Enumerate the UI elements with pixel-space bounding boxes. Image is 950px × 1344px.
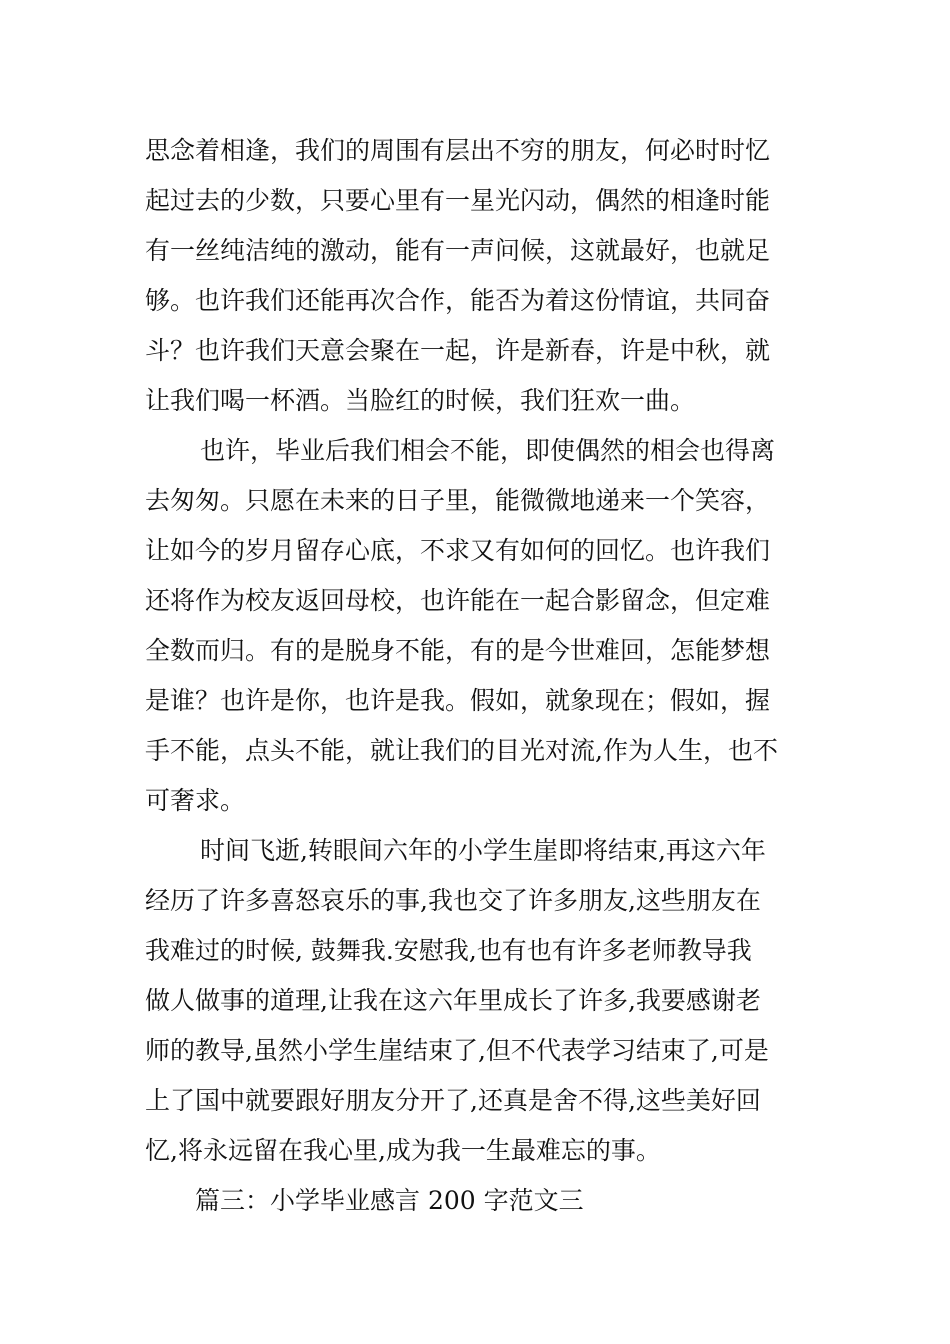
paragraph-1 <box>145 126 807 426</box>
text-line: 经历了许多喜怒哀乐的事,我也交了许多朋友,这些朋友在 <box>145 886 761 915</box>
text-line: 让如今的岁月留存心底，不求又有如何的回忆。也许我们 <box>145 536 771 565</box>
paragraph-2 <box>145 426 807 826</box>
text-line: 够。也许我们还能再次合作，能否为着这份情谊，共同奋 <box>145 286 771 315</box>
text-line: 去匆匆。只愿在未来的日子里，能微微地递来一个笑容， <box>145 486 771 515</box>
text-line: 有一丝纯洁纯的激动，能有一声问候，这就最好，也就足 <box>145 236 771 265</box>
text-line: 我难过的时候, 鼓舞我.安慰我,也有也有许多老师教导我 <box>145 936 752 965</box>
text-line: 斗？也许我们天意会聚在一起，许是新春，许是中秋，就 <box>145 336 771 365</box>
text-line: 还将作为校友返回母校，也许能在一起合影留念，但定难 <box>145 586 771 615</box>
section-heading <box>145 1176 807 1226</box>
text-line: 起过去的少数，只要心里有一星光闪动，偶然的相逢时能 <box>145 186 771 215</box>
document-page <box>145 126 807 1226</box>
heading-text: 篇三：小学毕业感言 200 字范文三 <box>195 1186 584 1215</box>
text-line: 全数而归。有的是脱身不能，有的是今世难回，怎能梦想 <box>145 636 771 665</box>
text-line: 做人做事的道理,让我在这六年里成长了许多,我要感谢老 <box>145 986 761 1015</box>
text-line: 手不能，点头不能，就让我们的目光对流,作为人生，也不 <box>145 736 778 765</box>
text-line: 上了国中就要跟好朋友分开了,还真是舍不得,这些美好回 <box>145 1086 761 1115</box>
text-line: 让我们喝一杯酒。当脸红的时候，我们狂欢一曲。 <box>145 386 696 415</box>
text-line: 思念着相逢，我们的周围有层出不穷的朋友，何必时时忆 <box>145 136 771 165</box>
text-line: 也许，毕业后我们相会不能，即使偶然的相会也得离 <box>200 436 776 465</box>
text-line: 是谁？也许是你，也许是我。假如，就象现在；假如，握 <box>145 686 771 715</box>
text-line: 师的教导,虽然小学生崖结束了,但不代表学习结束了,可是 <box>145 1036 769 1065</box>
text-line: 时间飞逝,转眼间六年的小学生崖即将结束,再这六年 <box>200 836 766 865</box>
text-line: 忆,将永远留在我心里,成为我一生最难忘的事。 <box>145 1136 661 1165</box>
paragraph-3 <box>145 826 807 1176</box>
text-line: 可奢求。 <box>145 786 246 815</box>
